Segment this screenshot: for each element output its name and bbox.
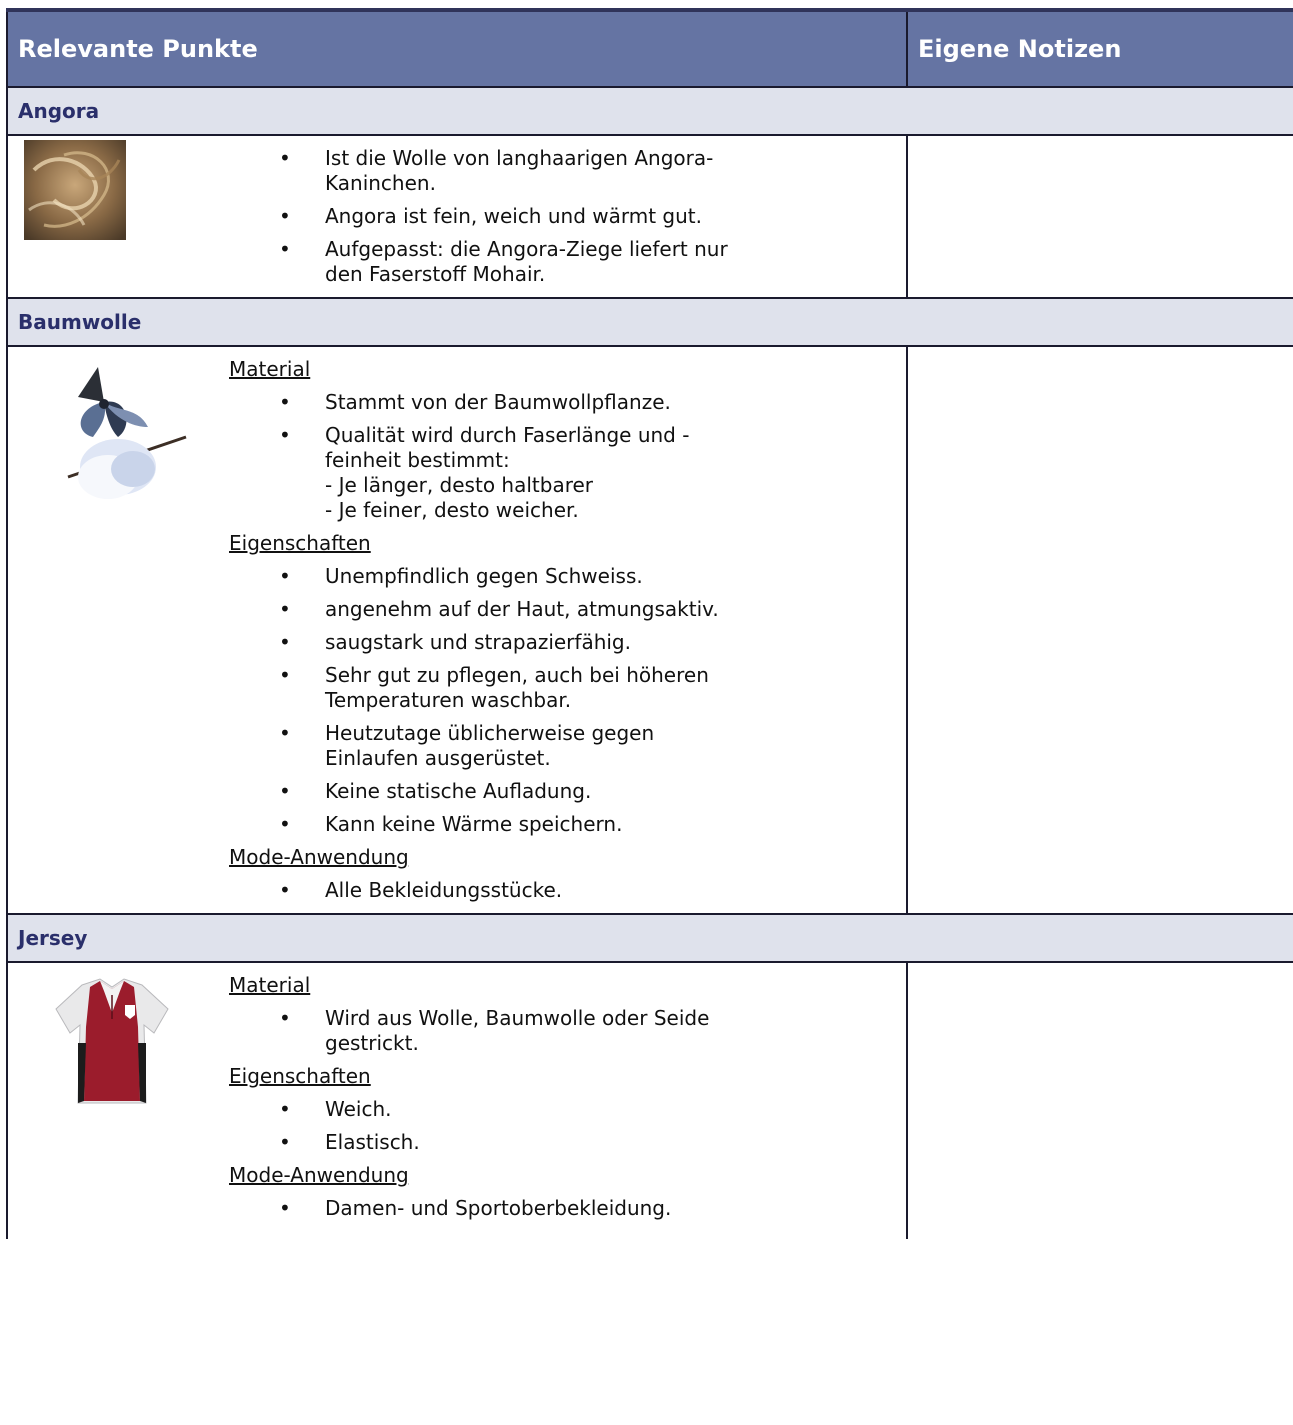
group-heading-material: Material	[229, 973, 311, 997]
list-item: • Wird aus Wolle, Baumwolle oder Seide gestrickt.	[279, 1006, 710, 1055]
section-row-baumwolle	[7, 298, 1293, 346]
column-header-relevant-points: Relevante Punkte	[7, 10, 907, 87]
bullet-list	[229, 390, 869, 523]
section-row-angora	[7, 87, 1293, 135]
notes-cell-jersey[interactable]	[907, 962, 1293, 1239]
group-heading-mode-anwendung: Mode-Anwendung	[229, 1163, 409, 1187]
bullet-list	[229, 146, 869, 287]
bullet-list	[229, 878, 869, 903]
header-row	[7, 10, 1293, 87]
section-title: Angora	[7, 87, 1293, 135]
group-heading-material: Material	[229, 357, 311, 381]
section-title: Jersey	[7, 914, 1293, 962]
baumwolle-text-block	[229, 347, 869, 913]
content-row-baumwolle	[7, 346, 1293, 914]
cotton-boll-image	[38, 357, 188, 513]
content-cell	[7, 962, 907, 1239]
group-heading-mode-anwendung: Mode-Anwendung	[229, 845, 409, 869]
list-item: • Heutzutage üblicherweise gegen Einlaufen ausgerüstet.	[279, 721, 655, 770]
list-item: • Alle Bekleidungsstücke.	[279, 878, 563, 902]
group-heading-eigenschaften: Eigenschaften	[229, 531, 371, 555]
bullet-list	[229, 564, 869, 837]
list-item: • Aufgepasst: die Angora-Ziege liefert nur den Faserstoff Mohair.	[279, 237, 728, 286]
list-item: • Ist die Wolle von langhaarigen Angora- Kaninchen.	[279, 146, 714, 195]
notes-cell-baumwolle[interactable]	[907, 346, 1293, 914]
section-row-jersey	[7, 914, 1293, 962]
polo-shirt-image	[42, 973, 182, 1115]
fabric-notes-sheet	[6, 8, 1293, 1239]
content-cell	[7, 346, 907, 914]
list-item: • Sehr gut zu pflegen, auch bei höheren Temperaturen waschbar.	[279, 663, 709, 712]
jersey-text-block	[229, 963, 869, 1239]
list-item: • Keine statische Aufladung.	[279, 779, 592, 803]
list-item: • saugstark und strapazierfähig.	[279, 630, 631, 654]
list-item: • Weich.	[279, 1097, 392, 1121]
bullet-list	[229, 1196, 869, 1221]
fabric-notes-table	[6, 8, 1293, 1239]
bullet-list	[229, 1097, 869, 1155]
list-item: • Kann keine Wärme speichern.	[279, 812, 623, 836]
column-header-own-notes: Eigene Notizen	[907, 10, 1293, 87]
list-item: • angenehm auf der Haut, atmungsaktiv.	[279, 597, 719, 621]
section-title: Baumwolle	[7, 298, 1293, 346]
bullet-list	[229, 1006, 869, 1056]
group-heading-eigenschaften: Eigenschaften	[229, 1064, 371, 1088]
notes-cell-angora[interactable]	[907, 135, 1293, 298]
angora-text-block	[229, 136, 869, 297]
content-cell	[7, 135, 907, 298]
content-row-angora	[7, 135, 1293, 298]
list-item: • Qualität wird durch Faserlänge und - feinheit bestimmt: - Je länger, desto haltbarer - Je feiner, desto weicher.	[279, 423, 690, 522]
list-item: • Unempfindlich gegen Schweiss.	[279, 564, 643, 588]
list-item: • Elastisch.	[279, 1130, 420, 1154]
content-row-jersey	[7, 962, 1293, 1239]
list-item: • Stammt von der Baumwollpflanze.	[279, 390, 671, 414]
list-item: • Angora ist fein, weich und wärmt gut.	[279, 204, 702, 228]
list-item: • Damen- und Sportoberbekleidung.	[279, 1196, 672, 1220]
angora-wool-image	[24, 140, 126, 246]
